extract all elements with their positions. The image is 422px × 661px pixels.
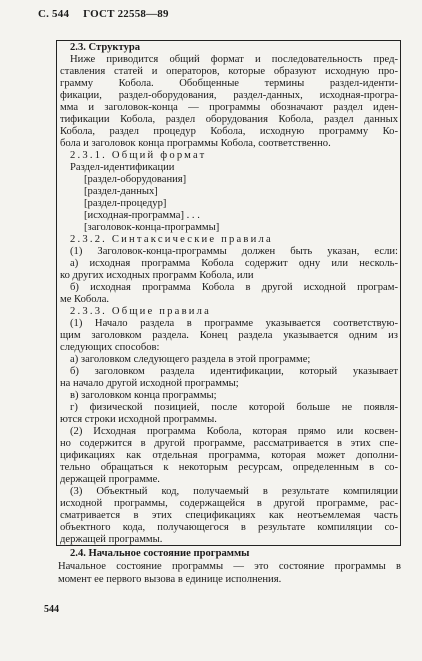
text-line: г) физической позицией, после которой больше не появля-: [70, 402, 398, 413]
text-line: бола и заголовок конца программы Кобола, соответственно.: [60, 138, 331, 149]
text-line: исходной программы, содержащейся в другой программе, рас-: [60, 498, 398, 509]
subsection-heading: 2.3.3. Общие правила: [70, 306, 212, 317]
format-line: [раздел-данных]: [84, 186, 158, 197]
text-line: Кобола, раздел процедур Кобола, исходную программу Ко-: [60, 126, 398, 137]
text-line: фикации, раздел-оборудования, раздел-данных, исходная-програ-: [60, 90, 398, 101]
text-line: б) исходная программа Кобола в другой исходной програм-: [70, 282, 398, 293]
text-line: тельно обращаться к некоторым ресурсам, определенным в со-: [60, 462, 398, 473]
standard-number: ГОСТ 22558—89: [83, 8, 169, 20]
text-line: момент ее первого вызова в единице исполнения.: [58, 574, 282, 585]
subsection-heading: 2.3.2. Синтаксические правила: [70, 234, 273, 245]
format-line: [раздел-процедур]: [84, 198, 167, 209]
text-line: ставления статей и операторов, которые образуют исходную про-: [60, 66, 398, 77]
text-line: ко других исходных программ Кобола, или: [60, 270, 254, 281]
text-line: держащей программы.: [60, 534, 163, 545]
text-line: объектного кода, получающегося в результате компиляции со-: [60, 522, 398, 533]
text-line: цификациях как отдельная программа, которая может дополни-: [60, 450, 398, 461]
text-line: а) исходная программа Кобола содержит одну или несколь-: [70, 258, 398, 269]
page-label: С. 544: [38, 8, 70, 20]
text-line: тификации Кобола, раздел оборудования Кобола, раздел данных: [60, 114, 398, 125]
text-line: но содержится в другой программе, рассматривается в этих спе-: [60, 438, 398, 449]
text-line: ются строки исходной программы.: [60, 414, 217, 425]
text-line: мма и заголовок-конца — программы обозначают раздел иден-: [60, 102, 398, 113]
text-line: держащей программе.: [60, 474, 160, 485]
format-line: [заголовок-конца-программы]: [84, 222, 220, 233]
text-line: следующих способов:: [60, 342, 160, 353]
page-header: [38, 8, 169, 20]
text-line: грамму Кобола. Обобщенные термины раздел-иденти-: [60, 78, 398, 89]
subsection-heading: 2.3.1. Общий формат: [70, 150, 207, 161]
format-line: Раздел-идентификации: [70, 162, 175, 173]
text-line: Ниже приводится общий формат и последовательность пред-: [70, 54, 398, 65]
text-line: ме Кобола.: [60, 294, 110, 305]
text-line: на начало другой исходной программы;: [60, 378, 239, 389]
text-line: (1) Начало раздела в программе указывается соответствую-: [70, 318, 398, 329]
section-heading: 2.4. Начальное состояние программы: [70, 548, 250, 559]
text-line: щим заголовком раздела. Конец раздела указывается одним из: [60, 330, 398, 341]
text-line: а) заголовком следующего раздела в этой программе;: [70, 354, 311, 365]
text-line: Начальное состояние программы — это состояние программы в: [58, 561, 401, 572]
format-line: [исходная-программа] . . .: [84, 210, 200, 221]
page-number: 544: [44, 604, 59, 615]
text-line: в) заголовком конца программы;: [70, 390, 217, 401]
text-line: б) заголовком раздела идентификации, который указывает: [70, 366, 398, 377]
text-line: (2) Исходная программа Кобола, которая прямо или косвен-: [70, 426, 398, 437]
format-line: [раздел-оборудования]: [84, 174, 187, 185]
text-line: сматривается в этих спецификациях как неотъемлемая часть: [60, 510, 398, 521]
text-line: (3) Объектный код, получаемый в результате компиляции: [70, 486, 398, 497]
text-line: (1) Заголовок-конца-программы должен быть указан, если:: [70, 246, 398, 257]
section-heading: 2.3. Структура: [70, 42, 141, 53]
